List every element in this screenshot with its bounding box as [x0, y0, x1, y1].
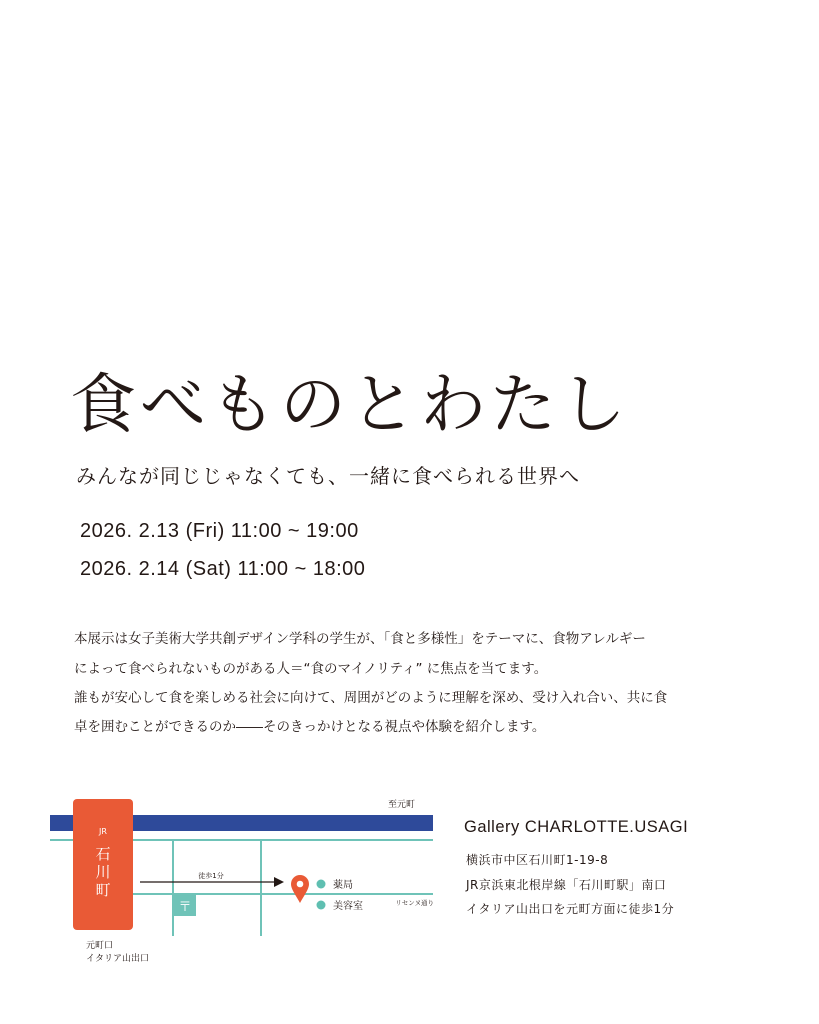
location-pin-icon — [291, 875, 309, 903]
station-jr-label: JR — [99, 827, 107, 836]
description-line: 卓を囲むことができるのか――そのきっかけとなる視点や体験を紹介します。 — [74, 719, 546, 735]
description-line: によって食べられないものがある人＝“食のマイノリティ” に焦点を当てます。 — [74, 661, 548, 677]
pharmacy-label: 薬局 — [333, 880, 353, 891]
to-motomachi-label: 至元町 — [387, 800, 415, 810]
exhibition-subtitle: みんなが同じじゃなくても、一緒に食べられる世界へ — [76, 464, 580, 488]
station-name-char: 川 — [95, 863, 111, 881]
exhibition-title: 食べものとわたし — [70, 366, 630, 443]
description-line: 本展示は女子美術大学共創デザイン学科の学生が、「食と多様性」をテーマに、食物アレルギー — [74, 631, 646, 647]
date-line-2: 2026. 2.14 (Sat) 11:00 ~ 18:00 — [80, 558, 366, 580]
arrow-head-icon — [274, 877, 284, 887]
date-line-1: 2026. 2.13 (Fri) 11:00 ~ 19:00 — [80, 520, 359, 542]
address-line: 横浜市中区石川町1-19-8 — [466, 853, 609, 867]
post-office-icon: 〒 — [178, 900, 192, 915]
station-name-char: 石 — [95, 845, 111, 863]
exit-motomachi-label: 元町口 — [86, 941, 114, 951]
salon-label: 美容室 — [333, 901, 363, 912]
address-line: イタリア山出口を元町方面に徒歩1分 — [466, 902, 675, 916]
description-line: 誰もが安心して食を楽しめる社会に向けて、周囲がどのように理解を深め、受け入れ合い、共に食 — [74, 690, 668, 706]
station-name-char: 町 — [95, 881, 111, 899]
salon-dot — [317, 901, 326, 910]
walk-time-label: 徒歩1分 — [198, 872, 224, 880]
exit-italia-label: イタリア山出口 — [86, 954, 150, 964]
gallery-name: Gallery CHARLOTTE.USAGI — [464, 818, 689, 836]
address-line: JR京浜東北根岸線「石川町駅」南口 — [466, 878, 667, 892]
street-name-label: リセンヌ通り — [395, 899, 434, 907]
access-map — [0, 790, 819, 990]
pharmacy-dot — [317, 880, 326, 889]
